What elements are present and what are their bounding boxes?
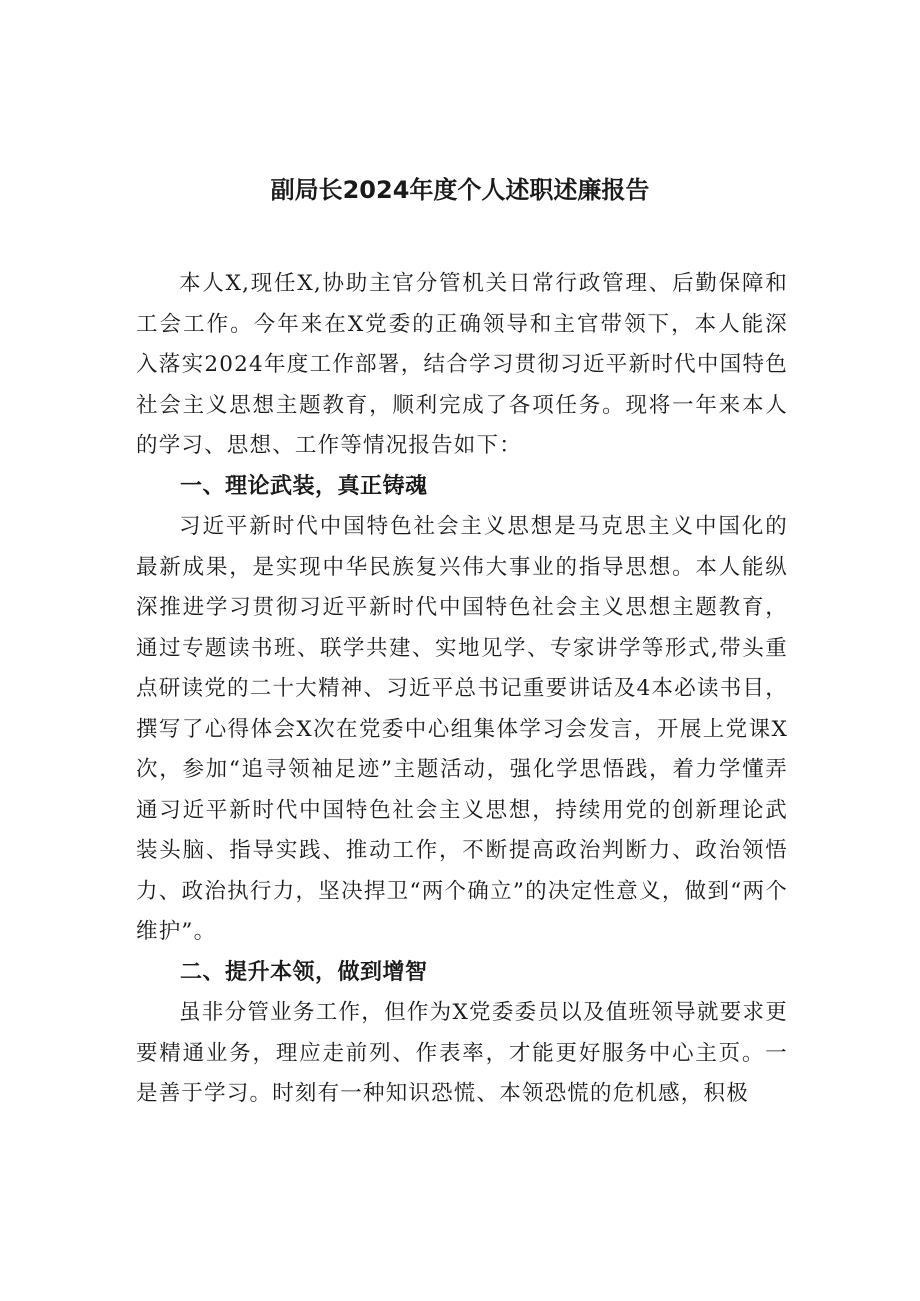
intro-paragraph: 本人X,现任X,协助主官分管机关日常行政管理、后勤保障和工会工作。今年来在X党委的正确领导和主官带领下，本人能深入落实2024年度工作部署，结合学习贯彻习近平新时代中国特色社会主义思想主题教育，顺利完成了各项任务。现将一年来本人的学习、思想、工作等情况报告如下： (136, 271, 788, 458)
document-title: 副局长2024年度个人述职述廉报告 (270, 176, 650, 204)
section-paragraph-1: 习近平新时代中国特色社会主义思想是马克思主义中国化的最新成果，是实现中华民族复兴伟大事业的指导思想。本人能纵深推进学习贯彻习近平新时代中国特色社会主义思想主题教育，通过专题读书班、联学共建、实地见学、专家讲学等形式,带头重点研读党的二十大精神、习近平总书记重要讲话及4本必读书目，撰写了心得体会X次在党委中心组集体学习会发言，开展上党课X次，参加“追寻领袖足迹”主题活动，强化学思悟践，着力学懂弄通习近平新时代中国特色社会主义思想，持续用党的创新理论武装头脑、指导实践、推动工作，不断提高政治判断力、政治领悟力、政治执行力，坚决捍卫“两个确立”的决定性意义，做到“两个维护”。 (136, 514, 788, 944)
section-paragraph-2: 虽非分管业务工作，但作为X党委委员以及值班领导就要求更要精通业务，理应走前列、作表率，才能更好服务中心主页。一是善于学习。时刻有一种知识恐慌、本领恐慌的危机感，积极 (136, 1000, 788, 1106)
section-heading-2: 二、提升本领，做到增智 (180, 959, 428, 985)
section-heading-1: 一、理论武装，真正铸魂 (180, 473, 428, 499)
document-body (136, 264, 788, 1115)
